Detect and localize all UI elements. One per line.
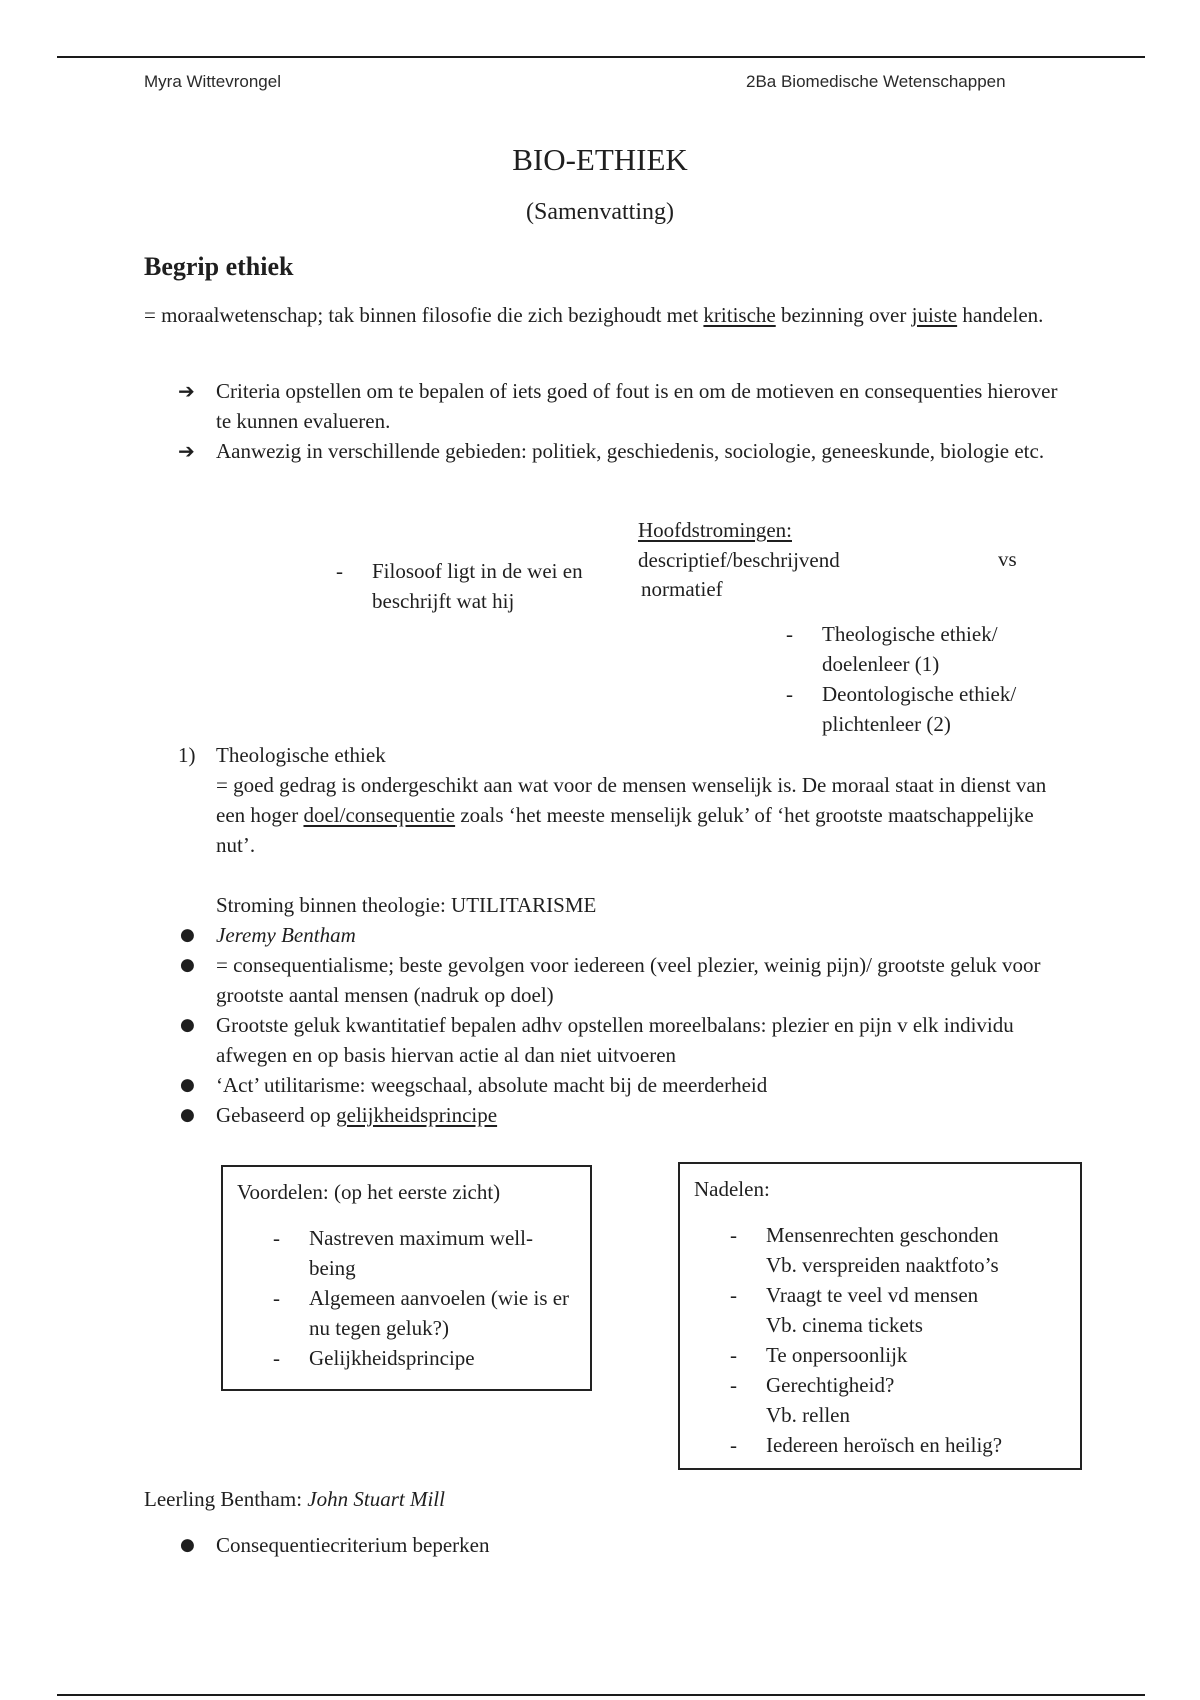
item-number: 1) bbox=[178, 743, 196, 767]
numbered-item bbox=[178, 740, 1068, 860]
bullet-text: ‘Act’ utilitarisme: weegschaal, absolute macht bij de meerderheid bbox=[216, 1073, 768, 1097]
dash-bullet: - bbox=[273, 1226, 280, 1250]
bullet-item bbox=[178, 1100, 1068, 1130]
nadelen-item bbox=[694, 1340, 1066, 1370]
header-rule bbox=[57, 56, 1145, 58]
document-subtitle: (Samenvatting) bbox=[526, 199, 674, 225]
arrow-right-icon: ➔ bbox=[178, 379, 195, 403]
definition-text: = moraalwetenschap; tak binnen filosofie die zich bezighoudt met bbox=[144, 303, 704, 327]
dash-bullet: - bbox=[730, 1433, 737, 1457]
theological-heading: Theologische ethiek bbox=[216, 743, 386, 767]
underlined-doel: doel/consequentie bbox=[303, 803, 456, 827]
arrow-item-text: Aanwezig in verschillende gebieden: politiek, geschiedenis, sociologie, geneeskunde, biologie etc. bbox=[216, 439, 1045, 463]
vs-label: vs bbox=[998, 547, 1017, 571]
dash-bullet: - bbox=[730, 1283, 737, 1307]
bullet-icon: ● bbox=[180, 1075, 195, 1095]
arrow-list-item bbox=[178, 376, 1068, 436]
header-course: 2Ba Biomedische Wetenschappen bbox=[746, 72, 1006, 91]
bullet-text: Consequentiecriterium beperken bbox=[216, 1533, 490, 1557]
hoofdstromingen-label: Hoofdstromingen: bbox=[638, 518, 792, 542]
normative-item bbox=[786, 619, 1066, 679]
leerling-line bbox=[144, 1484, 445, 1514]
definition-text: zoals ‘het meeste menselijk geluk’ of ‘het grootste maatschappelijke nut’. bbox=[216, 803, 1034, 857]
descriptive-item bbox=[336, 556, 596, 616]
leerling-prefix: Leerling Bentham: bbox=[144, 1487, 308, 1511]
nadelen-box bbox=[678, 1162, 1082, 1470]
leerling-name: John Stuart Mill bbox=[307, 1487, 445, 1511]
nadelen-item bbox=[694, 1370, 1066, 1430]
definition-text: bezinning over bbox=[775, 303, 912, 327]
document-title: BIO-ETHIEK bbox=[512, 142, 688, 177]
nadelen-item-text: Iedereen heroïsch en heilig? bbox=[766, 1433, 1003, 1457]
bullet-icon: ● bbox=[180, 1015, 195, 1035]
definition-text: handelen. bbox=[957, 303, 1044, 327]
bullet-icon: ● bbox=[180, 925, 195, 945]
underlined-juiste: juiste bbox=[911, 303, 958, 327]
voordelen-box bbox=[221, 1165, 592, 1391]
bullet-item bbox=[178, 950, 1068, 1010]
theological-definition bbox=[216, 770, 1068, 860]
arrow-item-text: Criteria opstellen om te bepalen of iets goed of fout is en om de motieven en consequenties hierover te kunnen evalueren. bbox=[216, 379, 1058, 433]
voordelen-item bbox=[237, 1343, 576, 1373]
descriptive-label: descriptief/beschrijvend bbox=[638, 548, 840, 572]
nadelen-item-text: Te onpersoonlijk bbox=[766, 1343, 908, 1367]
bullet-item bbox=[178, 1530, 489, 1560]
normative-label: normatief bbox=[641, 577, 723, 601]
mill-bullets bbox=[178, 1530, 489, 1560]
dash-bullet: - bbox=[730, 1373, 737, 1397]
normative-item bbox=[786, 679, 1066, 739]
bullet-item bbox=[178, 1010, 1068, 1070]
normative-list bbox=[786, 619, 1066, 739]
descriptive-list bbox=[336, 556, 596, 616]
dash-bullet: - bbox=[730, 1223, 737, 1247]
nadelen-item bbox=[694, 1430, 1066, 1460]
voordelen-item-text: Nastreven maximum well-being bbox=[309, 1226, 533, 1280]
header-author: Myra Wittevrongel bbox=[144, 72, 281, 91]
bullet-item bbox=[178, 920, 1068, 950]
bullet-icon: ● bbox=[180, 1105, 195, 1125]
underlined-gelijkheidsprincipe: gelijkheidsprincipe bbox=[336, 1103, 498, 1127]
voordelen-item bbox=[237, 1223, 576, 1283]
nadelen-example: Vb. verspreiden naaktfoto’s bbox=[766, 1253, 999, 1277]
dash-bullet: - bbox=[273, 1346, 280, 1370]
dash-bullet: - bbox=[786, 622, 793, 646]
arrow-list-item bbox=[178, 436, 1068, 466]
bullet-icon: ● bbox=[180, 1535, 195, 1555]
dash-bullet: - bbox=[786, 682, 793, 706]
section-heading: Begrip ethiek bbox=[144, 252, 294, 281]
stroming-line: Stroming binnen theologie: UTILITARISME bbox=[216, 893, 597, 917]
descriptive-item-text: Filosoof ligt in de wei en beschrijft wat hij bbox=[372, 559, 583, 613]
nadelen-item bbox=[694, 1220, 1066, 1280]
underlined-kritische: kritische bbox=[703, 303, 776, 327]
bullet-item bbox=[178, 1070, 1068, 1100]
voordelen-item-text: Algemeen aanvoelen (wie is er nu tegen geluk?) bbox=[309, 1286, 570, 1340]
voordelen-item bbox=[237, 1283, 576, 1343]
normative-item-text: Theologische ethiek/ doelenleer (1) bbox=[822, 622, 998, 676]
nadelen-item-text: Vraagt te veel vd mensen bbox=[766, 1283, 979, 1307]
bullet-text: Grootste geluk kwantitatief bepalen adhv opstellen moreelbalans: plezier en pijn v elk individu afwegen en op basis hiervan actie al dan niet uitvoeren bbox=[216, 1013, 1014, 1067]
voordelen-title: Voordelen: (op het eerste zicht) bbox=[237, 1180, 501, 1204]
dash-bullet: - bbox=[336, 559, 343, 583]
dash-bullet: - bbox=[730, 1343, 737, 1367]
nadelen-title: Nadelen: bbox=[694, 1177, 770, 1201]
footer-rule bbox=[57, 1694, 1145, 1696]
bullet-text: = consequentialisme; beste gevolgen voor iedereen (veel plezier, weinig pijn)/ grootste geluk voor grootste aantal mensen (nadruk op doel) bbox=[216, 953, 1041, 1007]
bullet-text: Gebaseerd op bbox=[216, 1103, 337, 1127]
voordelen-item-text: Gelijkheidsprincipe bbox=[309, 1346, 475, 1370]
definition-paragraph bbox=[144, 300, 1064, 330]
bullet-icon: ● bbox=[180, 955, 195, 975]
nadelen-item-text: Gerechtigheid? bbox=[766, 1373, 895, 1397]
utilitarism-bullets bbox=[178, 920, 1068, 1130]
theological-section bbox=[178, 740, 1068, 860]
nadelen-example: Vb. rellen bbox=[766, 1403, 850, 1427]
arrow-list bbox=[178, 376, 1068, 466]
nadelen-item-text: Mensenrechten geschonden bbox=[766, 1223, 999, 1247]
normative-item-text: Deontologische ethiek/ plichtenleer (2) bbox=[822, 682, 1017, 736]
dash-bullet: - bbox=[273, 1286, 280, 1310]
arrow-right-icon: ➔ bbox=[178, 439, 195, 463]
definition-text: = goed gedrag is ondergeschikt aan wat voor de mensen wenselijk is. De moraal staat in dienst van een hoger bbox=[216, 773, 1047, 827]
nadelen-example: Vb. cinema tickets bbox=[766, 1313, 923, 1337]
bullet-text: Jeremy Bentham bbox=[216, 923, 356, 947]
nadelen-item bbox=[694, 1280, 1066, 1340]
